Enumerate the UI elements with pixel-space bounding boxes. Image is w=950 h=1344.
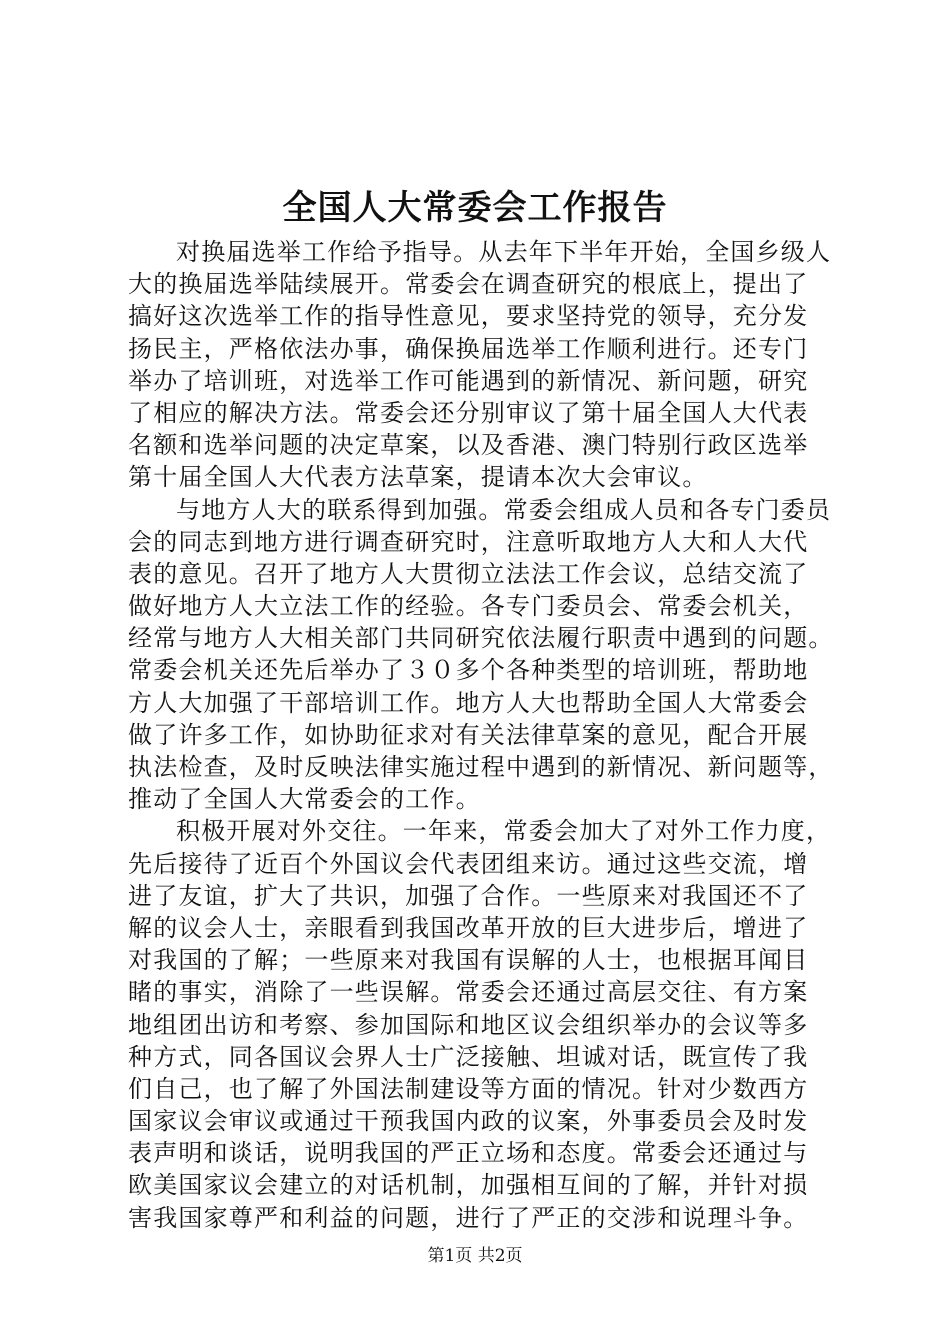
text-line: 对我国的了解；一些原来对我国有误解的人士，也根据耳闻目 (128, 946, 809, 975)
text-line: 举办了培训班，对选举工作可能遇到的新情况、新问题，研究 (128, 366, 809, 395)
text-line: 害我国家尊严和利益的问题，进行了严正的交涉和说理斗争。 (128, 1203, 809, 1232)
paragraph-election (128, 236, 848, 494)
text-line: 搞好这次选举工作的指导性意见，要求坚持党的领导，充分发 (128, 302, 809, 331)
document-body (128, 236, 848, 1234)
text-line: 表声明和谈话，说明我国的严正立场和态度。常委会还通过与 (128, 1139, 809, 1168)
text-line: 积极开展对外交往。一年来，常委会加大了对外工作力度， (176, 817, 832, 846)
text-line: 常委会机关还先后举办了３０多个各种类型的培训班，帮助地 (128, 656, 809, 685)
text-line: 执法检查，及时反映法律实施过程中遇到的新情况、新问题等， (128, 753, 834, 781)
text-line: 扬民主，严格依法办事，确保换届选举工作顺利进行。还专门 (128, 334, 809, 363)
document-title: 全国人大常委会工作报告 (282, 188, 668, 228)
text-line: 睹的事实，消除了一些误解。常委会还通过高层交往、有方案 (128, 978, 809, 1007)
text-line: 国家议会审议或通过干预我国内政的议案，外事委员会及时发 (128, 1107, 809, 1136)
paragraph-foreign-affairs (128, 815, 848, 1233)
text-line: 先后接待了近百个外国议会代表团组来访。通过这些交流，增 (128, 849, 809, 878)
text-line: 解的议会人士，亲眼看到我国改革开放的巨大进步后，增进了 (128, 913, 809, 942)
text-line: 进了友谊，扩大了共识，加强了合作。一些原来对我国还不了 (128, 881, 809, 910)
text-line: 做了许多工作，如协助征求对有关法律草案的意见，配合开展 (128, 720, 809, 749)
text-line: 方人大加强了干部培训工作。地方人大也帮助全国人大常委会 (128, 688, 809, 717)
text-line: 做好地方人大立法工作的经验。各专门委员会、常委会机关， (128, 592, 809, 621)
text-line: 经常与地方人大相关部门共同研究依法履行职责中遇到的问题。 (128, 624, 834, 653)
page-footer: 第1页 共2页 (427, 1246, 523, 1266)
text-line: 与地方人大的联系得到加强。常委会组成人员和各专门委员 (176, 495, 832, 524)
text-line: 表的意见。召开了地方人大贯彻立法法工作会议，总结交流了 (128, 559, 809, 588)
text-line: 种方式，同各国议会界人士广泛接触、坦诚对话，既宣传了我 (128, 1042, 809, 1071)
text-line: 大的换届选举陆续展开。常委会在调查研究的根底上，提出了 (128, 270, 809, 299)
text-line: 会的同志到地方进行调查研究时，注意听取地方人大和人大代 (128, 527, 809, 556)
text-line: 对换届选举工作给予指导。从去年下半年开始，全国乡级人 (176, 238, 832, 266)
text-line: 地组团出访和考察、参加国际和地区议会组织举办的会议等多 (128, 1010, 809, 1039)
paragraph-local-congress (128, 494, 848, 816)
text-line: 们自己，也了解了外国法制建设等方面的情况。针对少数西方 (128, 1074, 809, 1103)
text-line: 推动了全国人大常委会的工作。 (128, 785, 481, 814)
text-line: 了相应的解决方法。常委会还分别审议了第十届全国人大代表 (128, 398, 809, 427)
text-line: 欧美国家议会建立的对话机制，加强相互间的了解，并针对损 (128, 1171, 809, 1200)
text-line: 第十届全国人大代表方法草案，提请本次大会审议。 (128, 463, 708, 492)
text-line: 名额和选举问题的决定草案，以及香港、澳门特别行政区选举 (128, 431, 809, 460)
